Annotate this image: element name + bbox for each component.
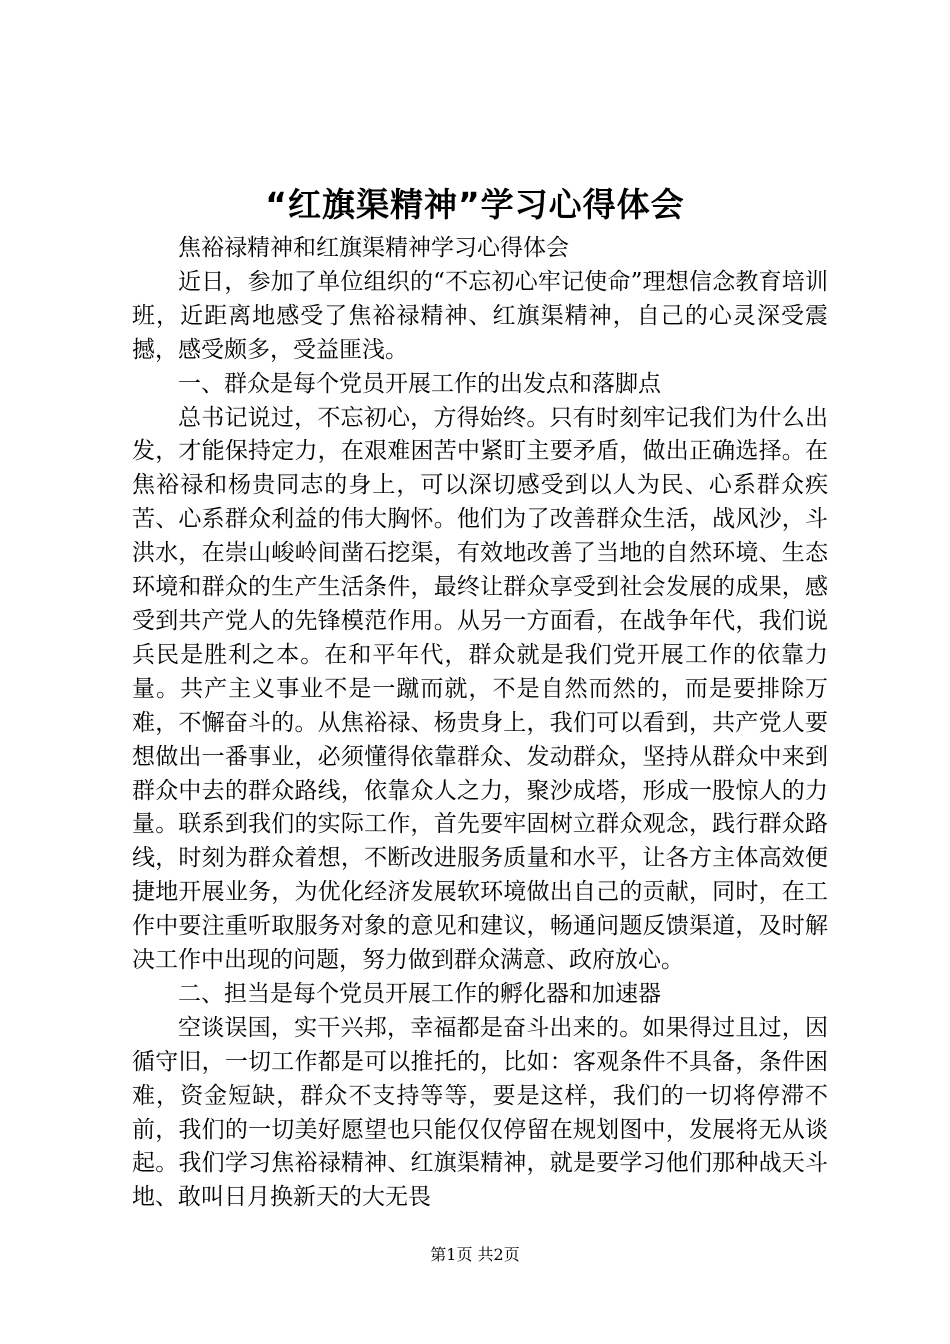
section-heading-2: 二、担当是每个党员开展工作的孵化器和加速器 (178, 980, 661, 1007)
document-title: “红旗渠精神”学习心得体会 (265, 185, 685, 224)
page-footer: 第1页 共2页 (430, 1245, 520, 1264)
section-heading-1: 一、群众是每个党员开展工作的出发点和落脚点 (178, 370, 661, 397)
document-body (132, 232, 828, 1215)
paragraph-section-1: 总书记说过，不忘初心，方得始终。只有时刻牢记我们为什么出发，才能保持定力，在艰难困苦中紧盯主要矛盾，做出正确选择。在焦裕禄和杨贵同志的身上，可以深切感受到以人为民、心系群众疾苦、心系群众利益的伟大胸怀。他们为了改善群众生活，战风沙，斗洪水，在崇山峻岭间凿石挖渠，有效地改善了当地的自然环境、生态环境和群众的生产生活条件，最终让群众享受到社会发展的成果，感受到共产党人的先锋模范作用。从另一方面看，在战争年代，我们说兵民是胜利之本。在和平年代，群众就是我们党开展工作的依靠力量。共产主义事业不是一蹴而就，不是自然而然的，而是要排除万难，不懈奋斗的。从焦裕禄、杨贵身上，我们可以看到，共产党人要想做出一番事业，必须懂得依靠群众、发动群众，坚持从群众中来到群众中去的群众路线，依靠众人之力，聚沙成塔，形成一股惊人的力量。联系到我们的实际工作，首先要牢固树立群众观念，践行群众路线，时刻为群众着想，不断改进服务质量和水平，让各方主体高效便捷地开展业务，为优化经济发展软环境做出自己的贡献，同时，在工作中要注重听取服务对象的意见和建议，畅通问题反馈渠道，及时解决工作中出现的问题，努力做到群众满意、政府放心。 (132, 404, 828, 974)
paragraph-subtitle: 焦裕禄精神和红旗渠精神学习心得体会 (178, 235, 569, 261)
paragraph-section-2: 空谈误国，实干兴邦，幸福都是奋斗出来的。如果得过且过，因循守旧，一切工作都是可以推托的，比如：客观条件不具备，条件困难，资金短缺，群众不支持等等，要是这样，我们的一切将停滞不前，我们的一切美好愿望也只能仅仅停留在规划图中，发展将无从谈起。我们学习焦裕禄精神、红旗渠精神，就是要学习他们那种战天斗地、敢叫日月换新天的大无畏 (132, 1014, 828, 1211)
paragraph-intro: 近日，参加了单位组织的“不忘初心牢记使命”理想信念教育培训班，近距离地感受了焦裕禄精神、红旗渠精神，自己的心灵深受震撼，感受颇多，受益匪浅。 (132, 268, 828, 363)
